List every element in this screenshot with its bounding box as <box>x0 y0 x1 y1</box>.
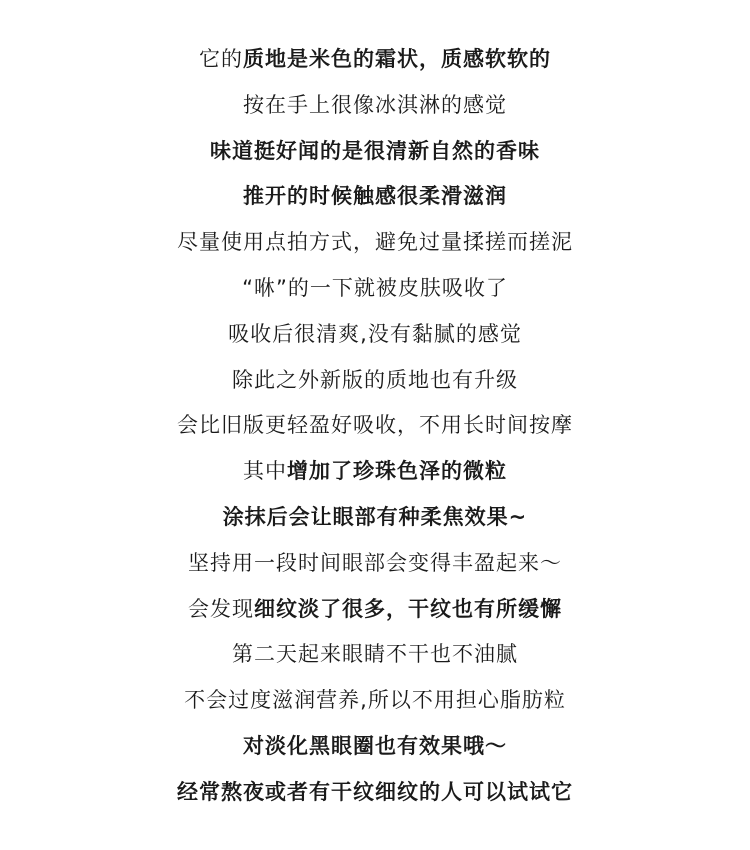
text-segment: 除此之外新版的质地也有升级 <box>232 367 518 392</box>
text-line-11 <box>0 495 750 541</box>
text-line-13 <box>0 587 750 633</box>
text-segment: 吸收后很清爽,没有黏腻的感觉 <box>228 321 522 346</box>
text-line-14 <box>0 632 750 678</box>
text-segment-bold: 涂抹后会让眼部有种柔焦效果~ <box>222 504 528 529</box>
text-segment: 它的 <box>199 47 243 71</box>
text-segment-bold: 质地是米色的霜状，质感软软的 <box>243 47 551 71</box>
text-segment: 按在手上很像冰淇淋的感觉 <box>243 92 507 117</box>
text-line-8 <box>0 358 750 404</box>
text-line-16 <box>0 724 750 770</box>
text-segment: 尽量使用点拍方式，避免过量揉搓而搓泥 <box>177 230 573 255</box>
text-segment-bold: 增加了珍珠色泽的微粒 <box>287 459 507 484</box>
text-segment: “咻”的一下就被皮肤吸收了 <box>242 275 508 300</box>
text-line-10 <box>0 449 750 495</box>
text-segment: 会发现 <box>188 596 254 621</box>
text-line-17 <box>0 770 750 816</box>
text-segment-bold: 对淡化黑眼圈也有效果哦～ <box>243 733 507 758</box>
text-line-7 <box>0 312 750 358</box>
text-line-2 <box>0 83 750 129</box>
text-segment-bold: 经常熬夜或者有干纹细纹的人可以试试它 <box>177 779 573 804</box>
text-segment: 会比旧版更轻盈好吸收，不用长时间按摩 <box>177 413 573 438</box>
text-segment: 其中 <box>243 459 287 484</box>
text-line-1 <box>0 37 750 83</box>
text-segment: 坚持用一段时间眼部会变得丰盈起来～ <box>188 550 562 575</box>
text-segment: 不会过度滋润营养,所以不用担心脂肪粒 <box>184 688 566 713</box>
text-line-6 <box>0 266 750 312</box>
text-line-4 <box>0 174 750 220</box>
text-line-9 <box>0 403 750 449</box>
text-segment-bold: 推开的时候触感很柔滑滋润 <box>243 184 507 209</box>
text-line-3 <box>0 129 750 175</box>
text-line-12 <box>0 541 750 587</box>
text-line-15 <box>0 678 750 724</box>
text-segment-bold: 细纹淡了很多，干纹也有所缓懈 <box>254 596 562 621</box>
text-line-5 <box>0 220 750 266</box>
text-segment: 第二天起来眼睛不干也不油腻 <box>232 642 518 667</box>
text-segment-bold: 味道挺好闻的是很清新自然的香味 <box>210 138 540 163</box>
